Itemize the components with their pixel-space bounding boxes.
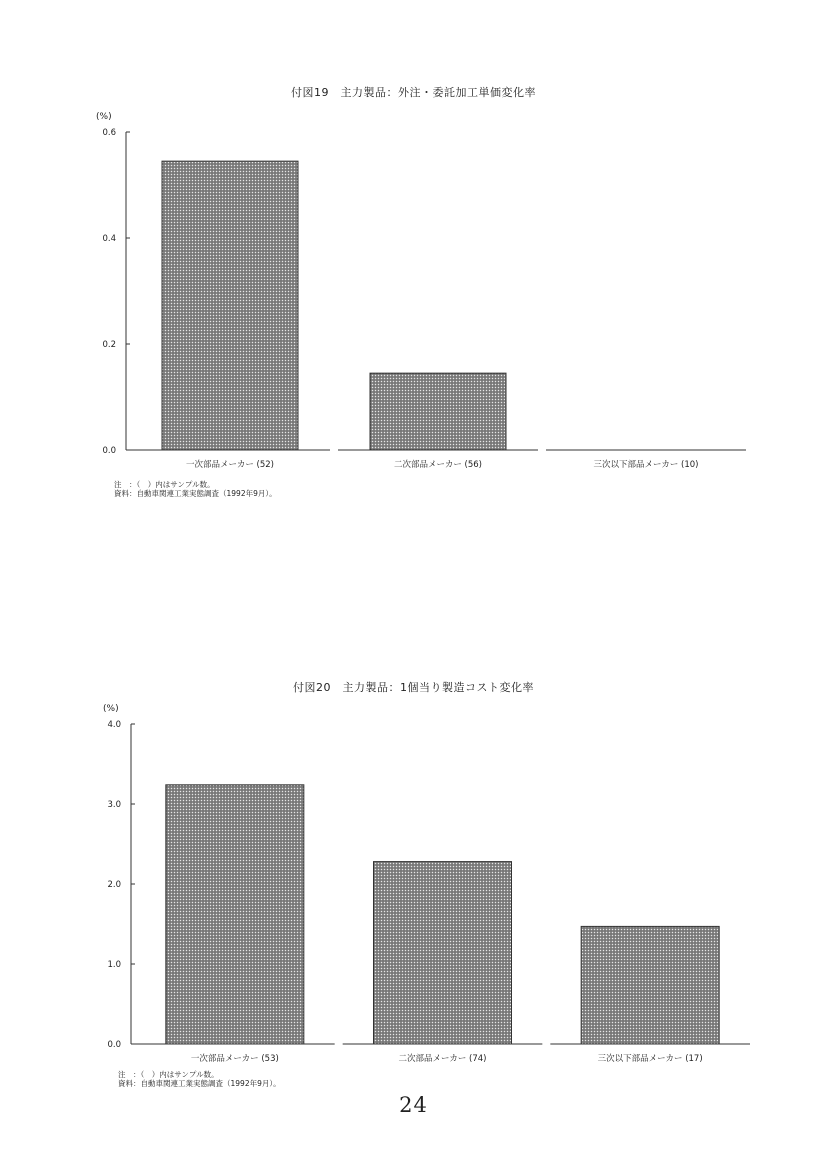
chart1-note-source: 資料：自動車関連工業実態調査（1992年9月）。 (114, 489, 277, 498)
chart2-y-tick-label: 4.0 (107, 720, 121, 730)
chart2-y-tick-label: 2.0 (107, 880, 121, 890)
chart1-y-tick-label: 0.4 (102, 234, 116, 244)
chart2-bar (374, 862, 512, 1044)
chart1-note-sample: 注 ：（ ）内はサンプル数。 (114, 480, 215, 489)
chart2-note-sample: 注 ：（ ）内はサンプル数。 (118, 1070, 219, 1079)
chart2-unit-label: (%) (103, 704, 119, 714)
chart2-y-tick-label: 0.0 (107, 1040, 121, 1050)
chart1-bar (370, 373, 506, 450)
chart2-category-label: 一次部品メーカー (53) (190, 1054, 279, 1064)
chart2-title: 付図20 主力製品：1個当り製造コスト変化率 (293, 681, 534, 694)
chart1-y-tick-label: 0.2 (102, 340, 116, 350)
chart2-note-source: 資料：自動車関連工業実態調査（1992年9月）。 (118, 1079, 281, 1088)
chart1-bar (162, 161, 298, 450)
chart2-y-tick-label: 3.0 (107, 800, 121, 810)
page-number: 24 (399, 1093, 428, 1117)
chart2-bar (581, 926, 719, 1044)
chart2-category-label: 三次以下部品メーカー (17) (597, 1054, 703, 1064)
chart2-plot (0, 560, 827, 1100)
chart1-y-tick-label: 0.0 (102, 446, 116, 456)
chart1-y-tick-label: 0.6 (102, 128, 116, 138)
chart2-category-label: 二次部品メーカー (74) (398, 1054, 487, 1064)
chart2-y-tick-label: 1.0 (107, 960, 121, 970)
chart1-category-label: 一次部品メーカー (52) (186, 460, 274, 470)
chart2-bar (166, 785, 304, 1044)
chart1-category-label: 二次部品メーカー (56) (394, 460, 482, 470)
chart1-unit-label: (%) (96, 112, 112, 122)
chart1-plot (0, 0, 827, 560)
chart1-title: 付図19 主力製品：外注・委託加工単価変化率 (291, 86, 536, 99)
chart1-category-label: 三次以下部品メーカー (10) (593, 460, 699, 470)
